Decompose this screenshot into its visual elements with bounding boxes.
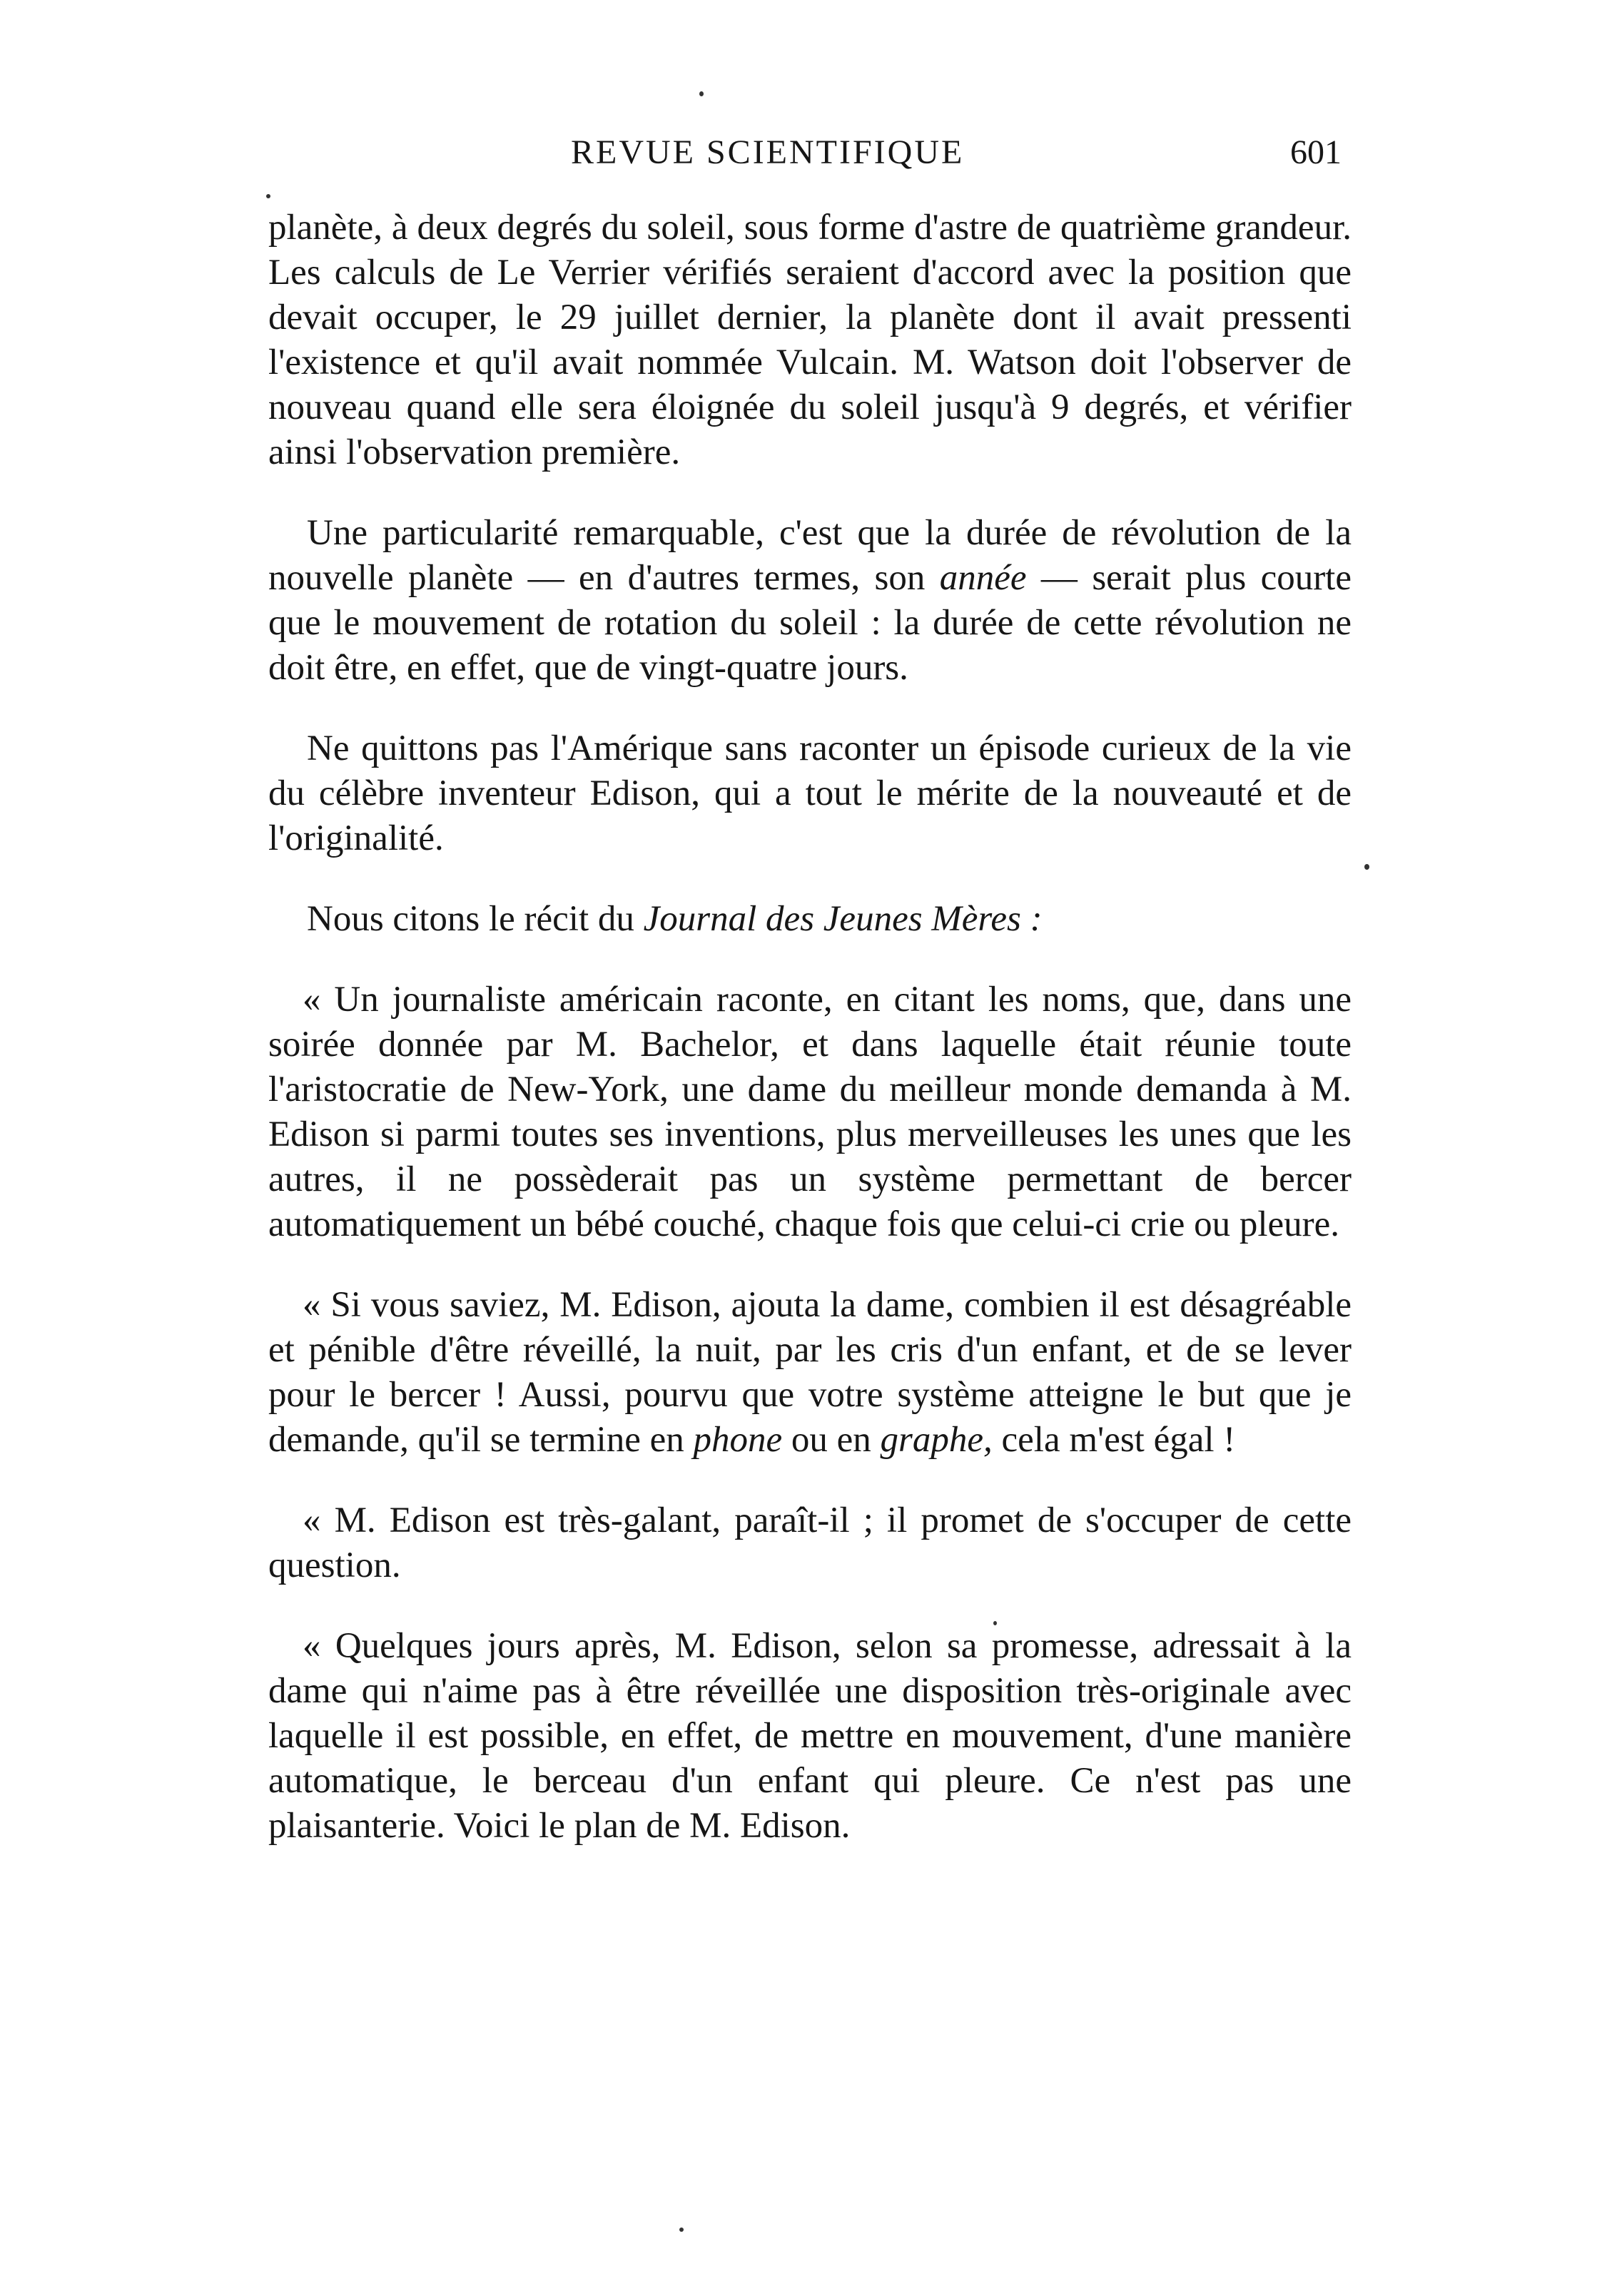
quote-paragraph: [268, 1624, 1352, 1849]
print-speck: [679, 2228, 684, 2232]
running-header: [271, 133, 1342, 190]
paragraph: [268, 205, 1352, 475]
paragraph-text: Une particularité remarquable, c'est que la durée de révolution de la nouvelle planète — en d'autres termes, son: [268, 513, 1352, 598]
paragraph: [268, 897, 1352, 942]
italic-term: année: [939, 558, 1027, 598]
print-speck: [1364, 864, 1369, 870]
paragraph-text: « M. Edison est très-galant, paraît-il ; il promet de s'occuper de cette question.: [268, 1500, 1352, 1585]
paragraph-text: « Un journaliste américain raconte, en citant les noms, que, dans une soirée donnée par M. Bachelor, et dans laquelle était réunie toute l'aristocratie de New-York, une dame du meilleur monde demanda à M. Edison si parmi toutes ses inventions, plus merveilleuses les unes que les autres, il ne possèderait pas un système permettant de bercer automatiquement un bébé couché, chaque fois que celui-ci crie ou pleure.: [268, 980, 1352, 1244]
paragraph: [268, 511, 1352, 691]
paragraph-text: « Si vous saviez, M. Edison, ajouta la dame, combien il est désagréable et pénible d'être réveillé, la nuit, par les cris d'un enfant, et de se lever pour le bercer ! Aussi, pourvu que votre système atteigne le but que je demande, qu'il se termine en: [268, 1285, 1352, 1460]
print-speck: [266, 194, 270, 198]
paragraph-text: planète, à deux degrés du soleil, sous forme d'astre de quatrième grandeur. Les calculs de Le Verrier vérifiés seraient d'accord avec la position que devait occuper, le 29 juillet dernier, la planète dont il avait pressenti l'existence et qu'il avait nommée Vulcain. M. Watson doit l'observer de nouveau quand elle sera éloignée du soleil jusqu'à 9 degrés, et vérifier ainsi l'observation première.: [268, 208, 1352, 472]
italic-term: phone: [693, 1420, 783, 1460]
paragraph-text: Nous citons le récit du: [307, 899, 644, 939]
print-speck: [699, 91, 704, 96]
quote-paragraph: [268, 977, 1352, 1247]
paragraph-text: ou en: [782, 1420, 881, 1460]
quote-paragraph: [268, 1498, 1352, 1588]
paragraph-text: cela m'est égal !: [992, 1420, 1236, 1460]
paragraph-text: Ne quittons pas l'Amérique sans raconter un épisode curieux de la vie du célèbre inventeur Edison, qui a tout le mérite de la nouveauté et de l'originalité.: [268, 728, 1352, 858]
page-number: 601: [1290, 133, 1342, 171]
journal-title: Journal des Jeunes Mères :: [643, 899, 1043, 939]
italic-term: graphe,: [880, 1420, 993, 1460]
running-title: REVUE SCIENTIFIQUE: [571, 133, 965, 171]
paragraph-text: « Quelques jours après, M. Edison, selon sa promesse, adressait à la dame qui n'aime pas à être réveillée une disposition très-originale avec laquelle il est possible, en effet, de mettre en mouvement, d'une manière automatique, le berceau d'un enfant qui pleure. Ce n'est pas une plaisanterie. Voici le plan de M. Edison.: [268, 1626, 1352, 1846]
paragraph: [268, 726, 1352, 861]
quote-paragraph: [268, 1283, 1352, 1463]
paragraph-text: — serait plus courte que le mouvement de rotation du soleil : la durée de cette révolution ne doit être, en effet, que de vingt-quatre jours.: [268, 558, 1352, 688]
body-text: [268, 205, 1352, 1884]
